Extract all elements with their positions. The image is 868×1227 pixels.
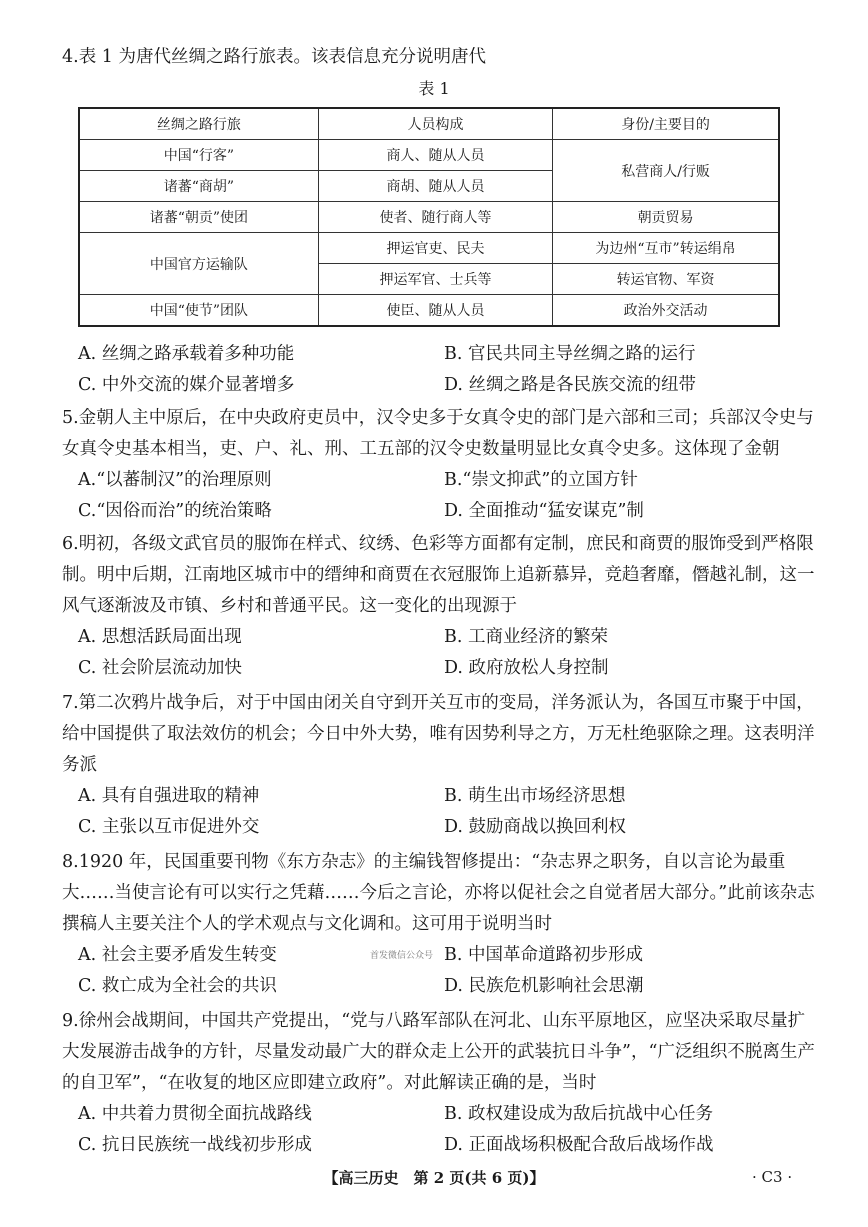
question-stem: 9.徐州会战期间，中国共产党提出，“党与八路军部队在河北、山东平原地区，应坚决采取尽量扩大发展游击战争的方针，尽量发动最广大的群众走上公开的武装抗日斗争”，“广泛组织不脱离生产的自卫军”，“在收复的地区应即建立政府”。对此解读正确的是，当时 — [62, 1011, 815, 1093]
table-header-cell: 丝绸之路行旅 — [79, 108, 318, 140]
option-a[interactable]: A. 中共着力贯彻全面抗战路线 — [78, 1104, 312, 1124]
table-header-row — [79, 108, 779, 140]
silk-road-table — [78, 107, 780, 327]
table-cell: 私营商人/行贩 — [553, 140, 779, 202]
option-d[interactable]: D. 正面战场积极配合敌后战场作战 — [444, 1135, 714, 1155]
table-cell: 商胡、随从人员 — [318, 171, 552, 202]
question-8 — [62, 847, 822, 1002]
question-4-options — [62, 339, 822, 401]
question-stem: 6.明初，各级文武官员的服饰在样式、纹绣、色彩等方面都有定制，庶民和商贾的服饰受到严格限制。明中后期，江南地区城市中的缙绅和商贾在衣冠服饰上追新慕异，竞趋奢靡，僭越礼制，这一风气逐渐波及市镇、乡村和普通平民。这一变化的出现源于 — [62, 534, 815, 616]
table-header-cell: 人员构成 — [318, 108, 552, 140]
question-7 — [62, 688, 822, 843]
option-b[interactable]: B. 中国革命道路初步形成 — [444, 945, 643, 965]
table-cell: 转运官物、军资 — [553, 264, 779, 295]
option-c[interactable]: C. 社会阶层流动加快 — [78, 658, 242, 678]
option-b[interactable]: B. 萌生出市场经济思想 — [444, 786, 626, 806]
option-a[interactable]: A.“以蕃制汉”的治理原则 — [78, 470, 272, 490]
table-cell: 中国“使节”团队 — [79, 295, 318, 327]
option-c[interactable]: C. 主张以互市促进外交 — [78, 817, 260, 837]
question-stem: 4.表 1 为唐代丝绸之路行旅表。该表信息充分说明唐代 — [62, 47, 486, 67]
table-row — [79, 233, 779, 264]
table-cell: 使者、随行商人等 — [318, 202, 552, 233]
watermark: 首发微信公众号 — [370, 951, 434, 961]
option-a[interactable]: A. 丝绸之路承载着多种功能 — [78, 344, 295, 364]
option-d[interactable]: D. 鼓励商战以换回利权 — [444, 817, 627, 837]
question-stem: 8.1920 年，民国重要刊物《东方杂志》的主编钱智修提出：“杂志界之职务，自以言论为最重大……当使言论有可以实行之凭藉……今后之言论，亦将以促社会之自觉者居大部分。”此前该杂志撰稿人主要关注个人的学术观点与文化调和。这可用于说明当时 — [62, 852, 815, 934]
question-9 — [62, 1006, 822, 1161]
table-row — [79, 202, 779, 233]
option-a[interactable]: A. 具有自强进取的精神 — [78, 786, 260, 806]
question-5 — [62, 403, 822, 527]
table-cell: 使臣、随从人员 — [318, 295, 552, 327]
page-code: · C3 · — [752, 1168, 793, 1186]
table-header-cell: 身份/主要目的 — [553, 108, 779, 140]
option-row — [62, 465, 822, 496]
option-d[interactable]: D. 民族危机影响社会思潮 — [444, 976, 644, 996]
table-caption: 表 1 — [418, 79, 450, 98]
page-footer: 【高三历史 第 2 页(共 6 页)】 — [323, 1169, 545, 1187]
option-row — [62, 781, 822, 812]
table-row — [79, 140, 779, 171]
option-row — [62, 1130, 822, 1161]
table-cell: 政治外交活动 — [553, 295, 779, 327]
table-cell: 押运官吏、民夫 — [318, 233, 552, 264]
option-c[interactable]: C.“因俗而治”的统治策略 — [78, 501, 272, 521]
table-cell: 中国官方运输队 — [79, 233, 318, 295]
option-b[interactable]: B.“崇文抑武”的立国方针 — [444, 470, 638, 490]
option-row — [62, 339, 822, 370]
question-stem: 5.金朝人主中原后，在中央政府吏员中，汉令史多于女真令史的部门是六部和三司；兵部汉令史与女真令史基本相当，吏、户、礼、刑、工五部的汉令史数量明显比女真令史多。这体现了金朝 — [62, 408, 814, 459]
question-stem: 7.第二次鸦片战争后，对于中国由闭关自守到开关互市的变局，洋务派认为，各国互市聚于中国，给中国提供了取法效仿的机会；今日中外大势，唯有因势利导之方，万无杜绝驱除之理。这表明洋务派 — [62, 693, 815, 775]
table-cell: 押运军官、士兵等 — [318, 264, 552, 295]
table-cell: 诸蕃“商胡” — [79, 171, 318, 202]
option-row — [62, 653, 822, 684]
option-row — [62, 812, 822, 843]
option-b[interactable]: B. 政权建设成为敌后抗战中心任务 — [444, 1104, 713, 1124]
option-d[interactable]: D. 丝绸之路是各民族交流的纽带 — [444, 375, 697, 395]
question-6 — [62, 529, 822, 684]
table-cell: 朝贡贸易 — [553, 202, 779, 233]
option-row — [62, 1099, 822, 1130]
option-row — [62, 496, 822, 527]
option-row — [62, 971, 822, 1002]
option-b[interactable]: B. 工商业经济的繁荣 — [444, 627, 608, 647]
table-cell: 为边州“互市”转运绢帛 — [553, 233, 779, 264]
option-d[interactable]: D. 政府放松人身控制 — [444, 658, 609, 678]
option-d[interactable]: D. 全面推动“猛安谋克”制 — [444, 501, 644, 521]
option-c[interactable]: C. 救亡成为全社会的共识 — [78, 976, 277, 996]
option-row — [62, 622, 822, 653]
question-4 — [62, 42, 822, 73]
table-cell: 中国“行客” — [79, 140, 318, 171]
option-row — [62, 370, 822, 401]
option-c[interactable]: C. 中外交流的媒介显著增多 — [78, 375, 295, 395]
table-cell: 商人、随从人员 — [318, 140, 552, 171]
option-b[interactable]: B. 官民共同主导丝绸之路的运行 — [444, 344, 696, 364]
option-a[interactable]: A. 思想活跃局面出现 — [78, 627, 242, 647]
option-row — [62, 940, 822, 971]
table-row — [79, 295, 779, 327]
table-cell: 诸蕃“朝贡”使团 — [79, 202, 318, 233]
option-a[interactable]: A. 社会主要矛盾发生转变 — [78, 945, 277, 965]
option-c[interactable]: C. 抗日民族统一战线初步形成 — [78, 1135, 312, 1155]
